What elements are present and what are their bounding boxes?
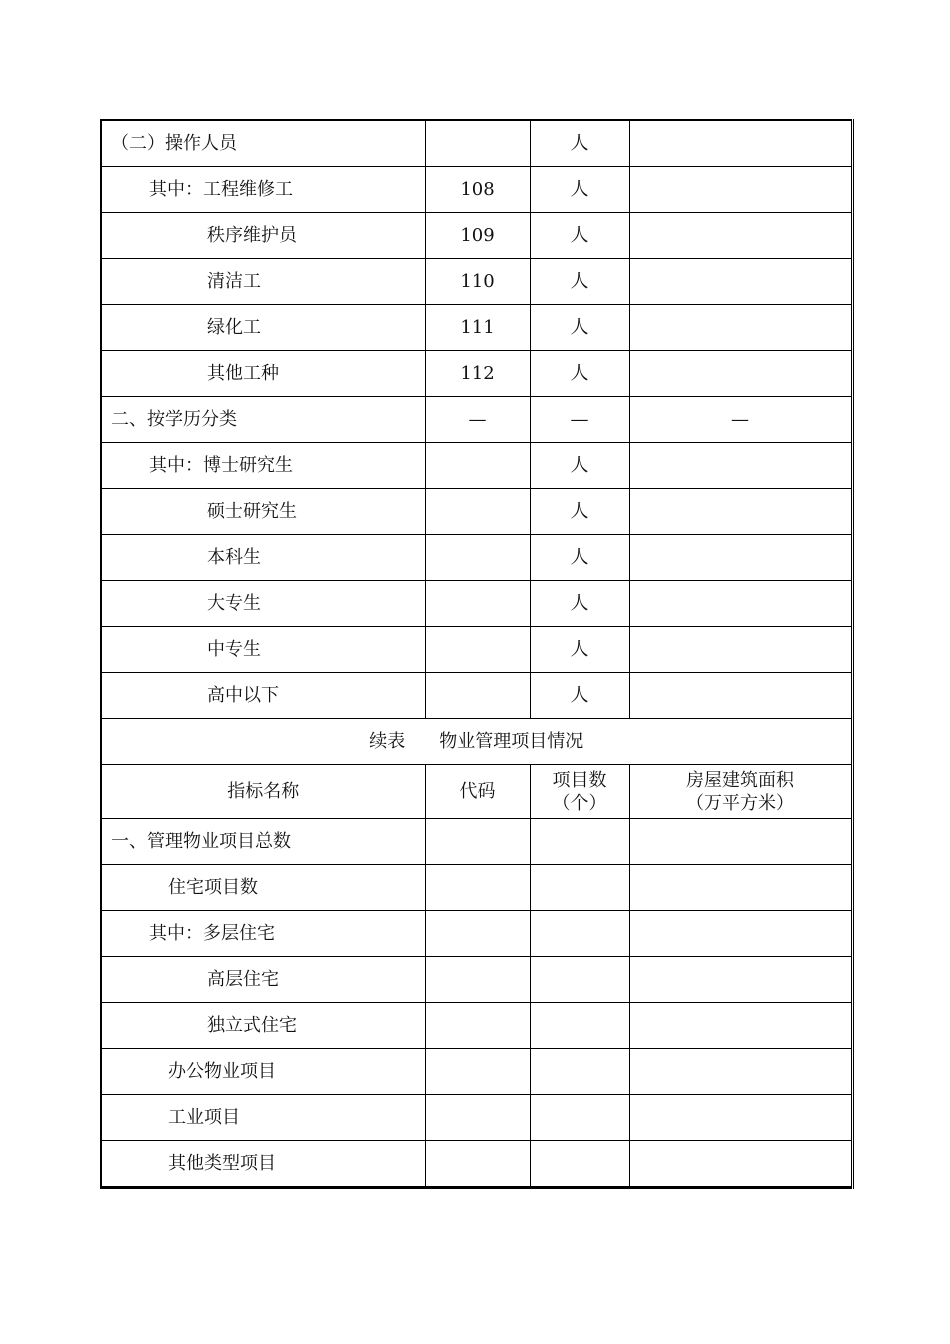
row-code[interactable] xyxy=(425,1095,530,1141)
row-value[interactable] xyxy=(629,120,852,167)
header-project-count xyxy=(530,765,629,819)
row-code[interactable] xyxy=(425,819,530,865)
header-area-line1: 房屋建筑面积 xyxy=(686,769,794,791)
table-header-row xyxy=(101,765,852,819)
row-name: 其中：多层住宅 xyxy=(101,911,425,957)
row-name: 其他工种 xyxy=(101,351,425,397)
row-unit: 人 xyxy=(530,443,629,489)
row-unit: 人 xyxy=(530,305,629,351)
row-code: 112 xyxy=(425,351,530,397)
row-area[interactable] xyxy=(629,911,852,957)
row-unit: 人 xyxy=(530,673,629,719)
table-row xyxy=(101,673,852,719)
row-code: 110 xyxy=(425,259,530,305)
row-name: 其他类型项目 xyxy=(101,1141,425,1188)
row-value: — xyxy=(629,397,852,443)
row-count[interactable] xyxy=(530,1049,629,1095)
table-row xyxy=(101,167,852,213)
row-value[interactable] xyxy=(629,535,852,581)
row-value[interactable] xyxy=(629,351,852,397)
row-name: 住宅项目数 xyxy=(101,865,425,911)
row-count[interactable] xyxy=(530,819,629,865)
row-area[interactable] xyxy=(629,865,852,911)
row-area[interactable] xyxy=(629,957,852,1003)
table-title-row xyxy=(101,719,852,765)
table-title xyxy=(101,719,852,765)
table-row xyxy=(101,535,852,581)
table-row xyxy=(101,259,852,305)
row-unit: — xyxy=(530,397,629,443)
row-code[interactable] xyxy=(425,1003,530,1049)
table-row xyxy=(101,1095,852,1141)
row-name: 本科生 xyxy=(101,535,425,581)
row-name: 中专生 xyxy=(101,627,425,673)
row-unit: 人 xyxy=(530,351,629,397)
title-prefix: 续表 xyxy=(369,730,406,752)
row-unit: 人 xyxy=(530,259,629,305)
table-row xyxy=(101,865,852,911)
row-value[interactable] xyxy=(629,489,852,535)
row-code: 109 xyxy=(425,213,530,259)
row-name: 绿化工 xyxy=(101,305,425,351)
header-count-line2: （个） xyxy=(552,792,607,814)
row-area[interactable] xyxy=(629,1049,852,1095)
row-name: 清洁工 xyxy=(101,259,425,305)
row-area[interactable] xyxy=(629,1095,852,1141)
row-name: （二）操作人员 xyxy=(101,120,425,167)
row-code: 108 xyxy=(425,167,530,213)
table-row xyxy=(101,397,852,443)
row-name: 硕士研究生 xyxy=(101,489,425,535)
row-name: 其中：博士研究生 xyxy=(101,443,425,489)
row-value[interactable] xyxy=(629,213,852,259)
row-value[interactable] xyxy=(629,627,852,673)
header-area-line2: （万平方米） xyxy=(686,792,794,814)
row-unit: 人 xyxy=(530,213,629,259)
row-unit: 人 xyxy=(530,535,629,581)
row-value[interactable] xyxy=(629,581,852,627)
row-code[interactable] xyxy=(425,581,530,627)
row-area[interactable] xyxy=(629,819,852,865)
row-unit: 人 xyxy=(530,120,629,167)
row-name: 秩序维护员 xyxy=(101,213,425,259)
row-code[interactable] xyxy=(425,911,530,957)
table-row xyxy=(101,1003,852,1049)
row-count[interactable] xyxy=(530,1141,629,1188)
table-row xyxy=(101,819,852,865)
row-code[interactable] xyxy=(425,865,530,911)
row-value[interactable] xyxy=(629,167,852,213)
row-count[interactable] xyxy=(530,1003,629,1049)
row-count[interactable] xyxy=(530,865,629,911)
row-area[interactable] xyxy=(629,1003,852,1049)
row-code[interactable] xyxy=(425,1141,530,1188)
table-row xyxy=(101,443,852,489)
table-row xyxy=(101,351,852,397)
row-count[interactable] xyxy=(530,957,629,1003)
row-value[interactable] xyxy=(629,443,852,489)
row-code[interactable] xyxy=(425,489,530,535)
header-count-line1: 项目数 xyxy=(552,769,607,791)
table-row xyxy=(101,957,852,1003)
row-unit: 人 xyxy=(530,167,629,213)
row-code[interactable] xyxy=(425,535,530,581)
statistics-form-table xyxy=(100,119,854,1189)
table-row xyxy=(101,1049,852,1095)
row-name: 独立式住宅 xyxy=(101,1003,425,1049)
row-area[interactable] xyxy=(629,1141,852,1188)
row-unit: 人 xyxy=(530,581,629,627)
row-code: 111 xyxy=(425,305,530,351)
row-value[interactable] xyxy=(629,673,852,719)
row-code[interactable] xyxy=(425,1049,530,1095)
table-row xyxy=(101,581,852,627)
table-row xyxy=(101,627,852,673)
row-value[interactable] xyxy=(629,259,852,305)
row-value[interactable] xyxy=(629,305,852,351)
table-row xyxy=(101,1141,852,1188)
row-code[interactable] xyxy=(425,627,530,673)
row-name: 一、管理物业项目总数 xyxy=(101,819,425,865)
row-code[interactable] xyxy=(425,957,530,1003)
row-code[interactable] xyxy=(425,443,530,489)
row-count[interactable] xyxy=(530,1095,629,1141)
row-name: 高中以下 xyxy=(101,673,425,719)
header-name: 指标名称 xyxy=(101,765,425,819)
table-row xyxy=(101,120,852,167)
row-name: 二、按学历分类 xyxy=(101,397,425,443)
row-name: 大专生 xyxy=(101,581,425,627)
row-name: 办公物业项目 xyxy=(101,1049,425,1095)
table-row xyxy=(101,911,852,957)
row-name: 高层住宅 xyxy=(101,957,425,1003)
table-row xyxy=(101,213,852,259)
header-code: 代码 xyxy=(425,765,530,819)
row-unit: 人 xyxy=(530,627,629,673)
row-code[interactable] xyxy=(425,120,530,167)
row-name: 工业项目 xyxy=(101,1095,425,1141)
row-count[interactable] xyxy=(530,911,629,957)
title-text: 物业管理项目情况 xyxy=(439,730,584,752)
header-building-area xyxy=(629,765,852,819)
table-row xyxy=(101,489,852,535)
row-code: — xyxy=(425,397,530,443)
table-row xyxy=(101,305,852,351)
row-unit: 人 xyxy=(530,489,629,535)
row-name: 其中：工程维修工 xyxy=(101,167,425,213)
row-code[interactable] xyxy=(425,673,530,719)
